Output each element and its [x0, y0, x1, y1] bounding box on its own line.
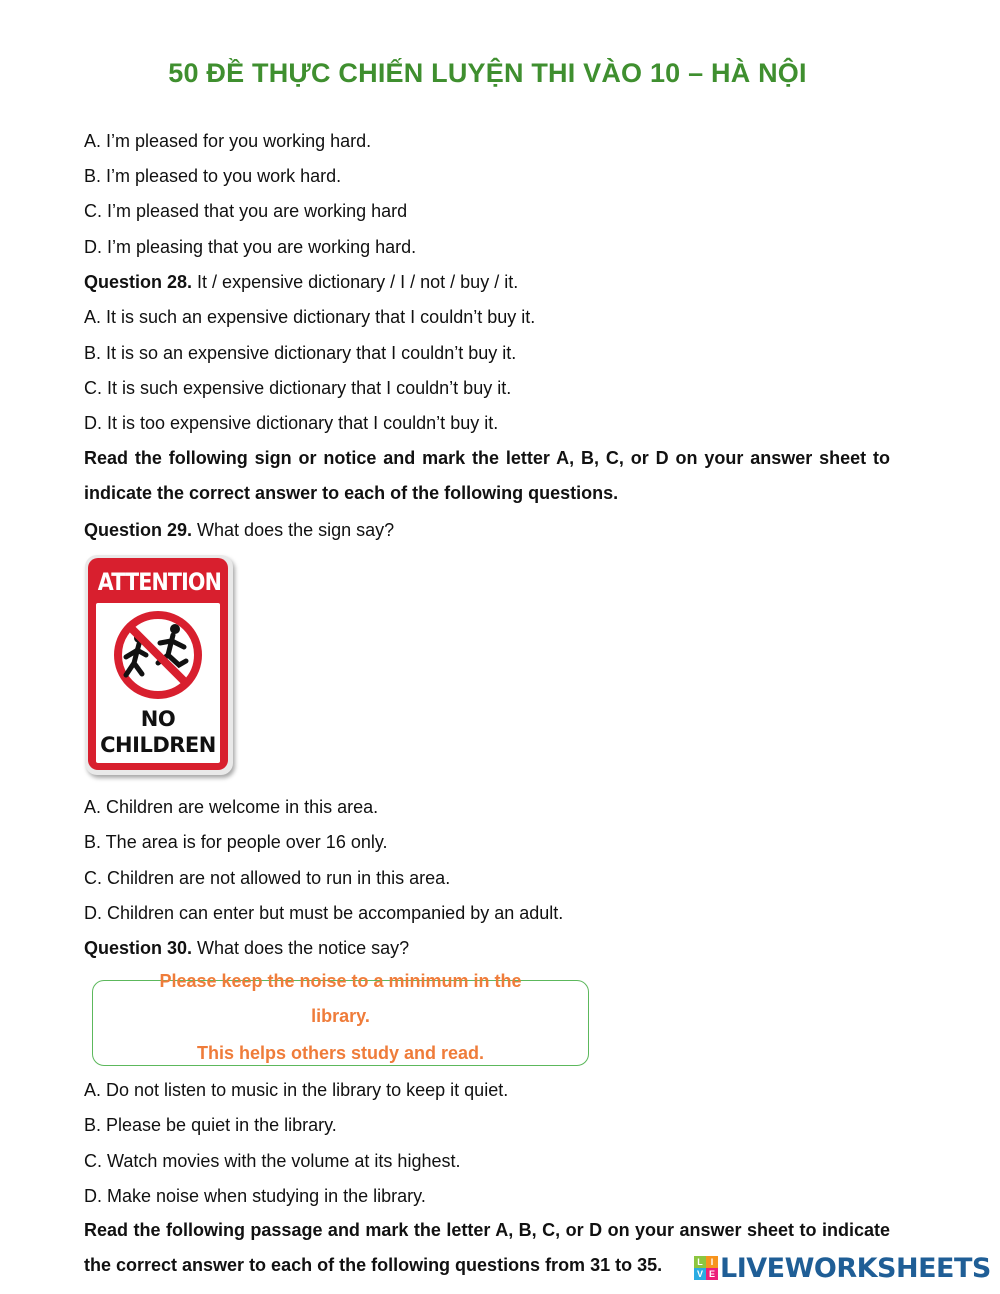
q30-option-d[interactable]: D. Make noise when studying in the library.: [84, 1186, 426, 1206]
question-30: [84, 937, 409, 959]
q28-option-a[interactable]: A. It is such an expensive dictionary that I couldn’t buy it.: [84, 307, 536, 327]
question-28: [84, 271, 518, 293]
q29-option-a[interactable]: A. Children are welcome in this area.: [84, 797, 379, 817]
question-28-label: Question 28.: [84, 272, 193, 292]
sign-heading: ATTENTION: [97, 568, 222, 596]
q27-option-c[interactable]: C. I’m pleased that you are working hard: [84, 201, 408, 221]
q28-option-b[interactable]: B. It is so an expensive dictionary that I couldn’t buy it.: [84, 343, 517, 363]
q29-option-d[interactable]: D. Children can enter but must be accompanied by an adult.: [84, 903, 564, 923]
question-29-prompt: What does the sign say?: [197, 520, 395, 540]
q27-option-d[interactable]: D. I’m pleasing that you are working hard.: [84, 237, 417, 257]
logo-letter-l: L: [694, 1256, 706, 1268]
no-children-sign: [85, 555, 233, 775]
watermark-text: LIVEWORKSHEETS: [720, 1252, 991, 1284]
q28-option-c[interactable]: C. It is such expensive dictionary that I couldn’t buy it.: [84, 378, 512, 398]
question-30-label: Question 30.: [84, 938, 193, 958]
section-instruction-sign: Read the following sign or notice and mark the letter A, B, C, or D on your answer sheet to indicate the correct answer to each of the following questions.: [84, 448, 890, 504]
liveworksheets-logo-icon: [694, 1256, 718, 1280]
question-28-prompt: It / expensive dictionary / I / not / buy / it.: [197, 272, 519, 292]
library-notice: [92, 971, 589, 1066]
q27-option-b[interactable]: B. I’m pleased to you work hard.: [84, 166, 342, 186]
notice-line-1: Please keep the noise to a minimum in the: [159, 971, 522, 991]
sign-text-children: CHILDREN: [100, 733, 216, 757]
question-29: [84, 519, 394, 541]
q30-option-b[interactable]: B. Please be quiet in the library.: [84, 1115, 337, 1135]
logo-letter-i: I: [706, 1256, 718, 1268]
liveworksheets-watermark: [694, 1252, 991, 1284]
question-30-prompt: What does the notice say?: [197, 938, 410, 958]
sign-panel: [96, 603, 220, 763]
logo-letter-v: V: [694, 1268, 706, 1280]
q29-option-b[interactable]: B. The area is for people over 16 only.: [84, 832, 388, 852]
q28-option-d[interactable]: D. It is too expensive dictionary that I couldn’t buy it.: [84, 413, 499, 433]
no-running-children-icon: [96, 603, 220, 703]
q27-option-a[interactable]: A. I’m pleased for you working hard.: [84, 131, 372, 151]
notice-line-2: library.: [311, 1006, 370, 1026]
q29-option-c[interactable]: C. Children are not allowed to run in this area.: [84, 868, 451, 888]
page-title: 50 ĐỀ THỰC CHIẾN LUYỆN THI VÀO 10 – HÀ NỘI: [168, 58, 807, 88]
sign-frame: [88, 558, 228, 770]
section-instruction-passage: Read the following passage and mark the letter A, B, C, or D on your answer sheet to indicate the correct answer to each of the following questions from 31 to 35.: [84, 1220, 890, 1276]
q30-option-c[interactable]: C. Watch movies with the volume at its highest.: [84, 1151, 461, 1171]
notice-line-3: This helps others study and read.: [196, 1043, 485, 1063]
q30-option-a[interactable]: A. Do not listen to music in the library to keep it quiet.: [84, 1080, 509, 1100]
sign-text-no: NO: [140, 707, 176, 731]
question-29-label: Question 29.: [84, 520, 193, 540]
logo-letter-e: E: [706, 1268, 718, 1280]
